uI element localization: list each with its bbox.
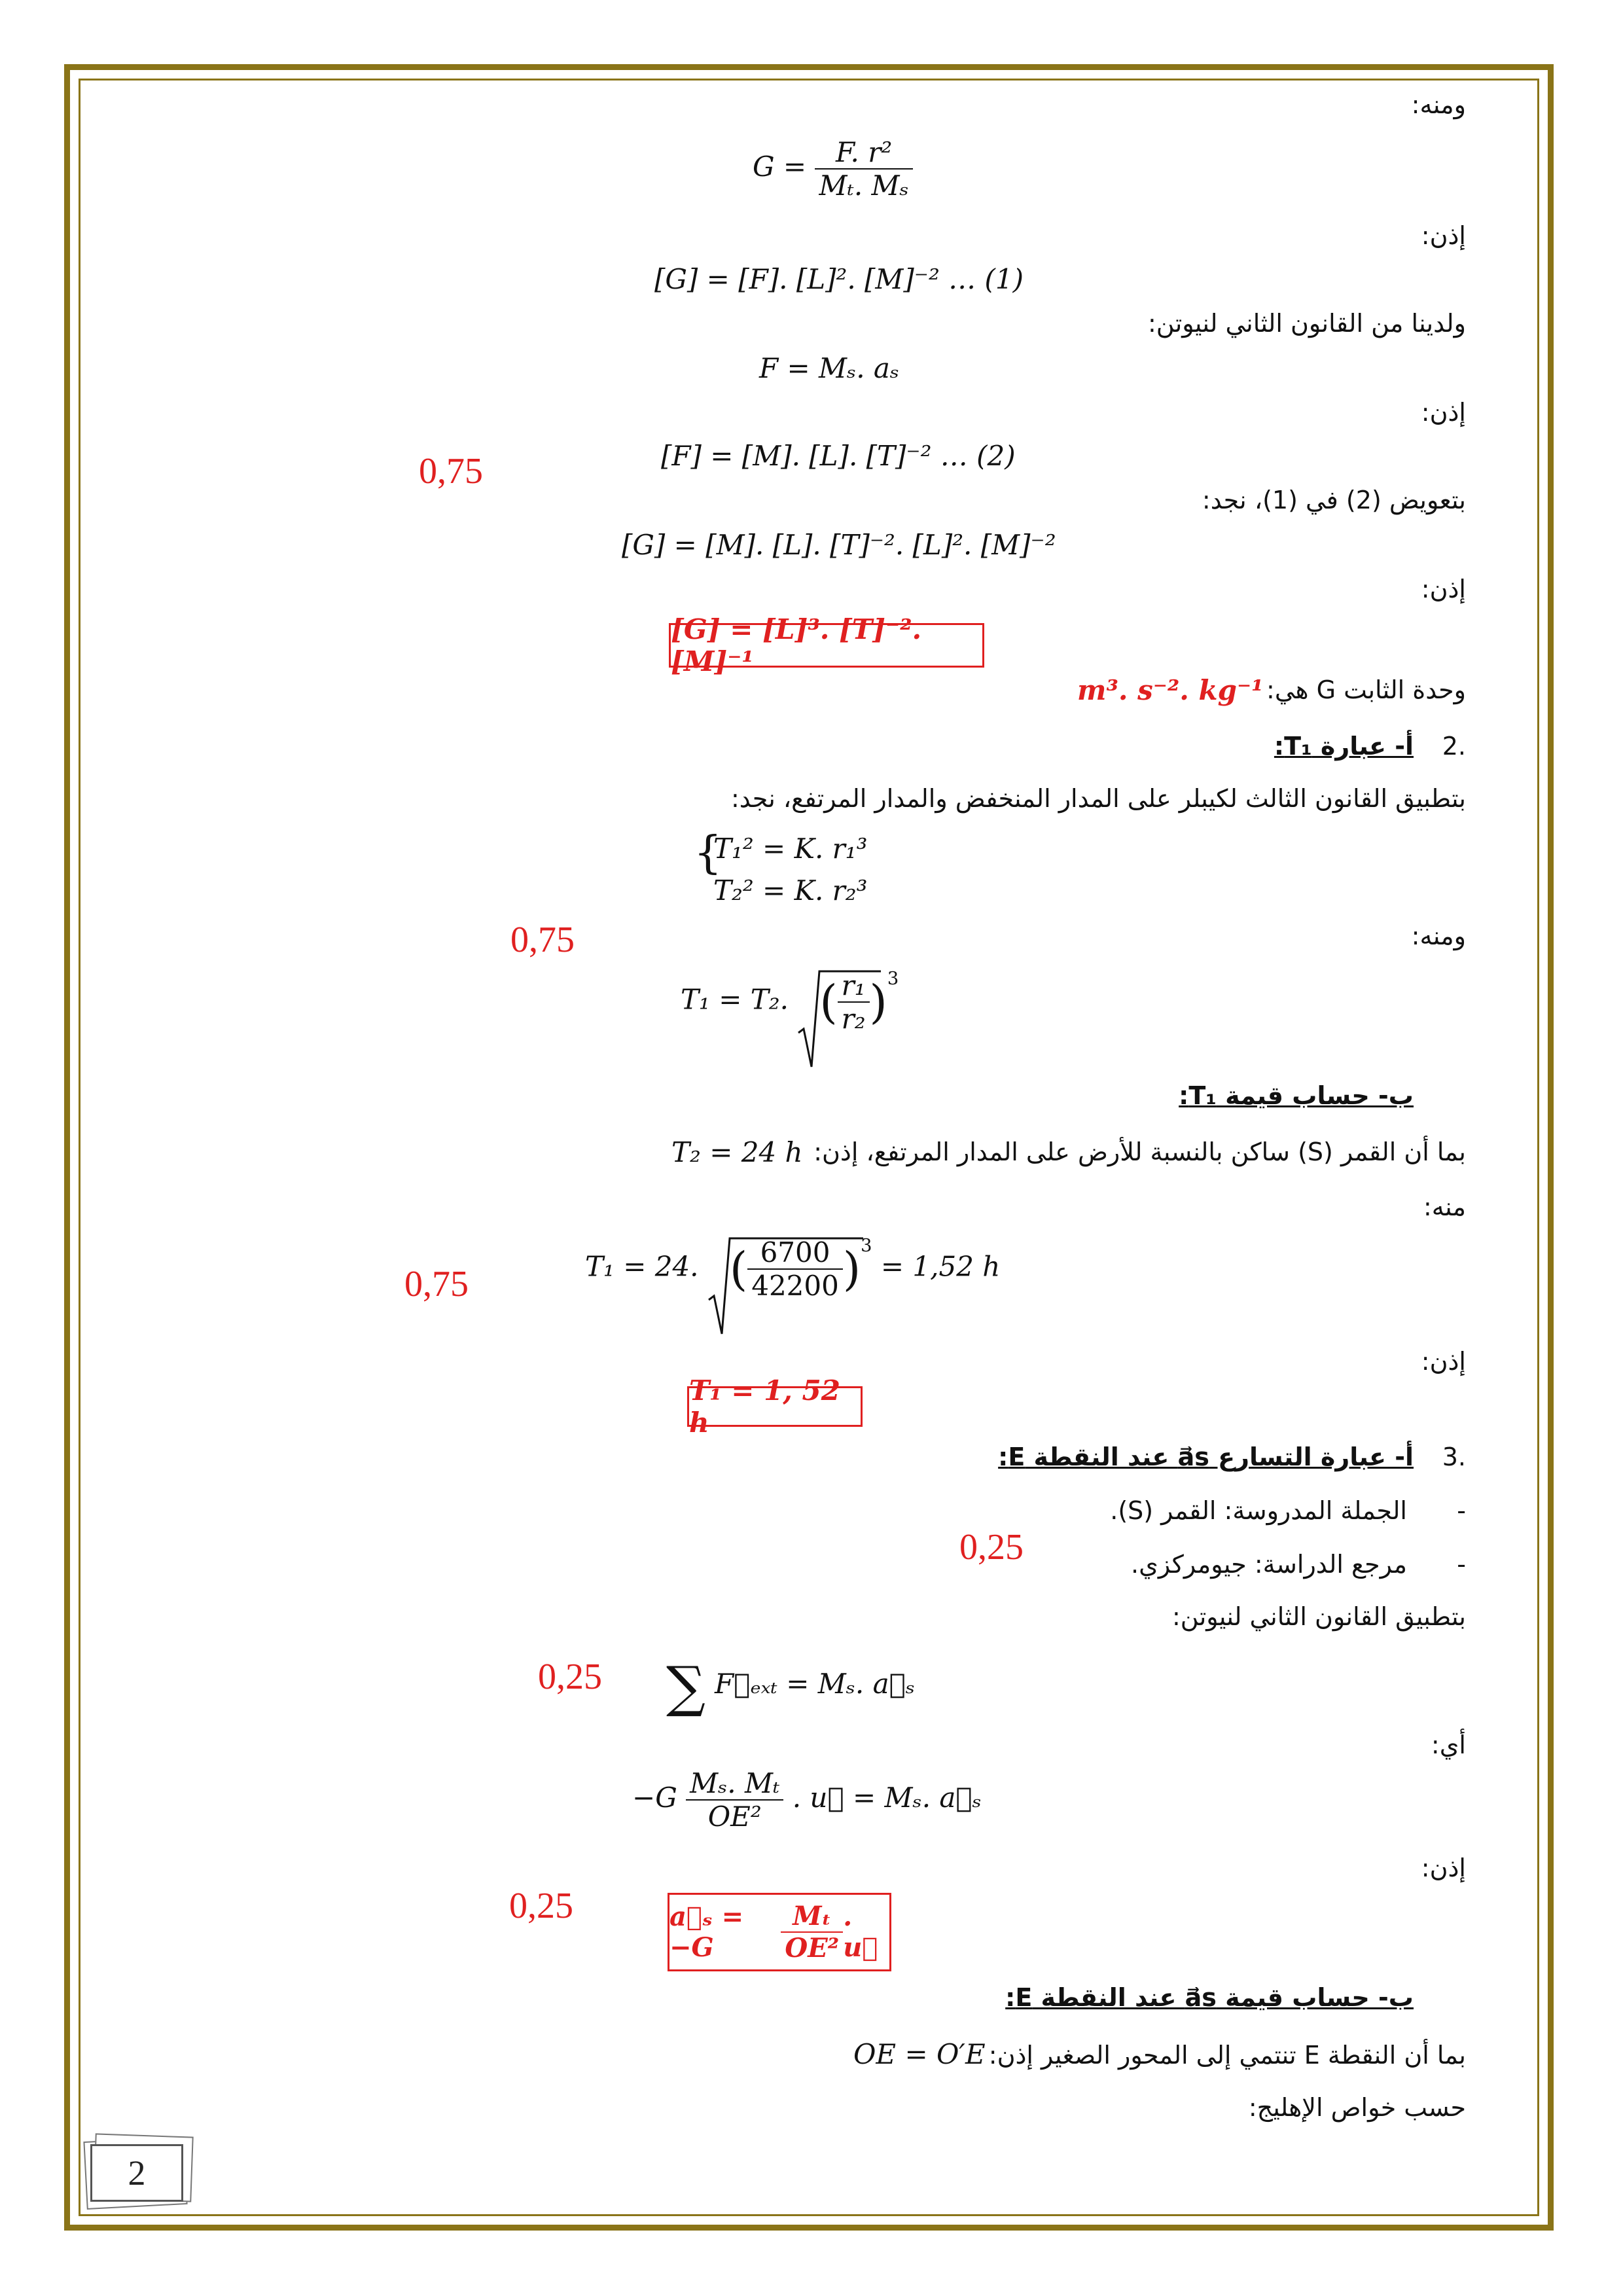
text-idhan: إذن:	[1421, 1347, 1466, 1376]
result-box-acceleration: a⃗ₛ = −G $\frac{\text{Mₜ}}{\text{OE²}}$ . u⃗	[668, 1893, 891, 1971]
section-title: ب- حساب قيمة T₁:	[1179, 1081, 1414, 1110]
result-box-t1: T₁ = 1, 52 h	[687, 1386, 863, 1427]
grade-mark: 0,75	[404, 1264, 469, 1304]
square-root: ( $\frac{6700}{42200}$ )$^3$	[707, 1236, 872, 1302]
fraction: $\frac{\text{r₁}}{\text{r₂}}$	[838, 969, 870, 1035]
text-idhan: إذن:	[1421, 575, 1466, 603]
equation-gravity: −G $\frac{\text{Mₛ. Mₜ}}{\text{OE²}}$ . u⃗ = Mₛ. a⃗ₛ	[632, 1767, 982, 1833]
page-number-badge	[85, 2135, 190, 2207]
fraction: $\frac{\text{Mₜ}}{\text{OE²}}$	[781, 1901, 843, 1964]
equation-t2-value: T₂ = 24 h	[671, 1136, 803, 1168]
text-substitute: بتعويض (2) في (1)، نجد:	[1202, 486, 1466, 514]
square-root: ( $\frac{\text{r₁}}{\text{r₂}}$ )$^3$	[797, 969, 899, 1035]
equation-oe: OE = O′E	[853, 2038, 986, 2070]
grade-mark: 0,75	[510, 920, 575, 960]
text-reference-frame: مرجع الدراسة: جيومركزي.	[1131, 1550, 1407, 1579]
radical-sign	[797, 969, 882, 1073]
equation-kepler-1: T₁² = K. r₁³	[713, 833, 868, 865]
bullet-dash: -	[1457, 1550, 1466, 1579]
page-number: 2	[90, 2144, 183, 2202]
equation-dim-f-2: [F] = [M]. [L]. [T]⁻² … (2)	[661, 440, 1016, 472]
text-geostationary: بما أن القمر (S) ساكن بالنسبة للأرض على المدار المرتفع، إذن:	[813, 1138, 1466, 1166]
text-idhan: إذن:	[1421, 398, 1466, 427]
grade-mark: 0,25	[509, 1886, 573, 1926]
section-title: ب- حساب قيمة a⃗s عند النقطة E:	[1005, 1983, 1414, 2012]
bullet-dash: -	[1457, 1496, 1466, 1525]
equation-t1-expression: T₁ = T₂. ( $\frac{\text{r₁}}{\text{r₂}}$ )$^3$	[681, 969, 899, 1035]
equation-f-newton: F = Mₛ. aₛ	[759, 352, 900, 384]
sum-symbol: ∑	[666, 1655, 705, 1719]
text-minor-axis: بما أن النقطة E تنتمي إلى المحور الصغير إذن:	[988, 2041, 1466, 2070]
result-box-dim-g: [G] = [L]³. [T]⁻². [M]⁻¹	[669, 623, 984, 668]
fraction: $\frac{\text{Mₛ. Mₜ}}{\text{OE²}}$	[686, 1767, 783, 1833]
fraction: $\frac{6700}{42200}$	[747, 1236, 843, 1302]
text-kepler: بتطبيق القانون الثالث لكيبلر على المدار المنخفض والمدار المرتفع، نجد:	[730, 784, 1466, 813]
text-wa-minhu: ومنه:	[1411, 90, 1466, 119]
text-minhu: منه:	[1423, 1193, 1466, 1221]
radical-sign	[707, 1236, 865, 1340]
section-title: أ- عبارة التسارع a⃗s عند النقطة E:	[998, 1443, 1414, 1471]
text-ellipse-property: حسب خواص الإهليج:	[1248, 2093, 1466, 2122]
grade-mark: 0,25	[959, 1527, 1024, 1568]
equation-t1-calculation: T₁ = 24. ( $\frac{6700}{42200}$ )$^3$ = 1,52 h	[585, 1236, 1000, 1302]
text-wa-minhu: ومنه:	[1411, 922, 1466, 950]
text-idhan: إذن:	[1421, 221, 1466, 250]
equation-kepler-2: T₂² = K. r₂³	[713, 874, 868, 906]
text-unit-of-g: وحدة الثابت G هي:	[1266, 675, 1466, 704]
text-newton-application: بتطبيق القانون الثاني لنيوتن:	[1171, 1602, 1466, 1631]
equation-dim-g-1: [G] = [F]. [L]². [M]⁻² … (1)	[654, 263, 1024, 295]
equation-g-expression: G = $\frac{\text{F. r²}}{\text{Mₜ. Mₛ}}$	[753, 136, 913, 202]
grade-mark: 0,25	[538, 1657, 602, 1697]
text-ay: أي:	[1431, 1731, 1466, 1759]
question-number: .2	[1442, 732, 1466, 761]
equation-dim-g-sub: [G] = [M]. [L]. [T]⁻². [L]². [M]⁻²	[622, 529, 1056, 561]
brace: {	[694, 827, 722, 879]
grade-mark: 0,75	[419, 451, 483, 492]
fraction: $\frac{\text{F. r²}}{\text{Mₜ. Mₛ}}$	[815, 136, 912, 202]
section-title: أ- عبارة T₁:	[1274, 732, 1414, 761]
text-system: الجملة المدروسة: القمر (S).	[1110, 1496, 1407, 1525]
text-newton-law: ولدينا من القانون الثاني لنيوتن:	[1147, 309, 1466, 338]
text-idhan: إذن:	[1421, 1854, 1466, 1882]
unit-value: m³. s⁻². kg⁻¹	[1077, 674, 1264, 706]
question-number: .3	[1442, 1443, 1466, 1471]
equation-newton-sum: F⃗ₑₓₜ = Mₛ. a⃗ₛ	[715, 1668, 916, 1700]
